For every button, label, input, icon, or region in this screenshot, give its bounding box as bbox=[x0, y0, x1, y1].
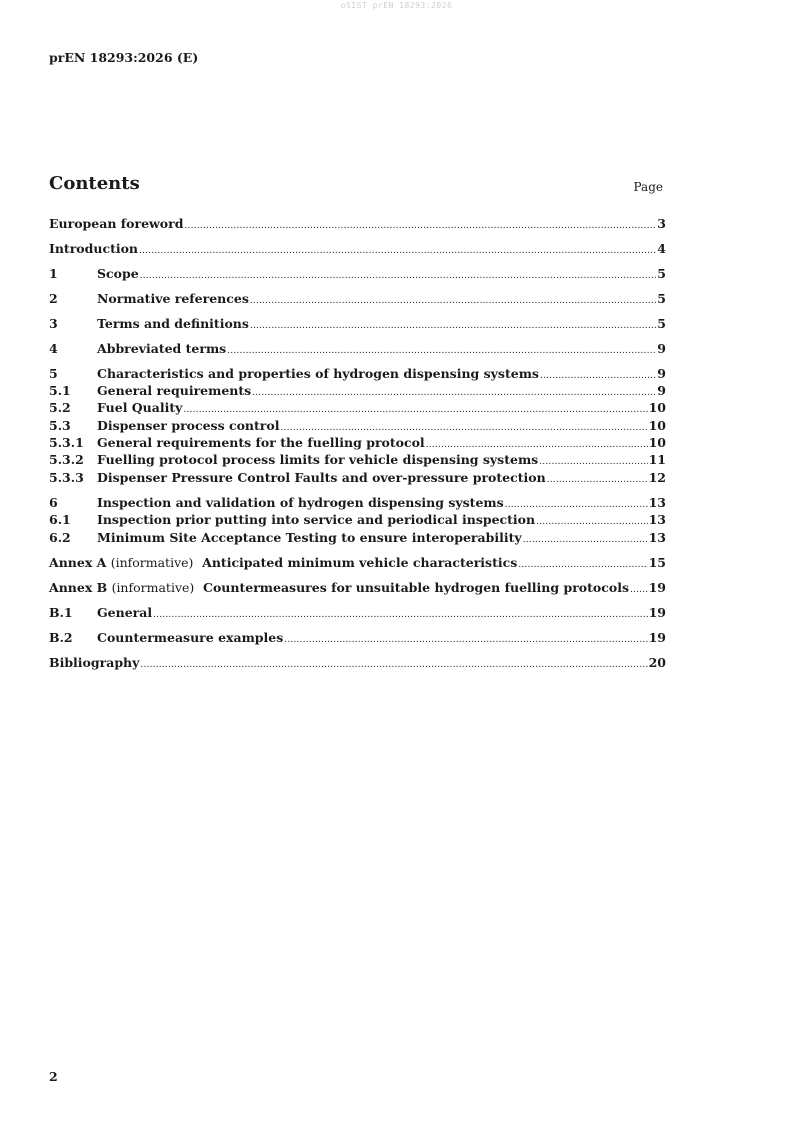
dot-leader bbox=[139, 246, 656, 256]
toc-entry-page: 5 bbox=[657, 316, 666, 331]
toc-entry-page: 9 bbox=[657, 383, 666, 398]
toc-entry-page: 19 bbox=[648, 580, 666, 595]
toc-entry-title: Fuelling protocol process limits for vehicle dispensing systems bbox=[97, 452, 539, 467]
toc-entry-title: Terms and definitions bbox=[97, 316, 249, 331]
toc-entry-number: 6 bbox=[49, 495, 58, 510]
toc-entry[interactable] bbox=[49, 452, 666, 469]
toc-entry[interactable] bbox=[49, 316, 666, 333]
toc-entry-page: 11 bbox=[648, 452, 666, 467]
toc-entry-page: 19 bbox=[648, 605, 666, 620]
contents-title: Contents bbox=[49, 173, 140, 194]
toc-entry[interactable] bbox=[49, 216, 666, 233]
page-column-label: Page bbox=[633, 180, 663, 194]
toc-entry[interactable] bbox=[49, 655, 666, 672]
toc-entry-title: General requirements for the fuelling protocol bbox=[97, 435, 425, 450]
toc-entry[interactable] bbox=[49, 530, 666, 547]
toc-entry-title: Inspection and validation of hydrogen dispensing systems bbox=[97, 495, 504, 510]
toc-entry[interactable] bbox=[49, 241, 666, 258]
toc-entry-number: 5.2 bbox=[49, 400, 71, 415]
toc-entry-page: 13 bbox=[648, 495, 666, 510]
toc-entry-page: 19 bbox=[648, 630, 666, 645]
document-id: prEN 18293:2026 (E) bbox=[49, 50, 199, 65]
toc-entry-number: 5.3.2 bbox=[49, 452, 84, 467]
toc-entry-title: Dispenser Pressure Control Faults and over-pressure protection bbox=[97, 470, 546, 485]
dot-leader bbox=[505, 500, 648, 510]
toc-entry[interactable] bbox=[49, 512, 666, 529]
toc-entry-title: General requirements bbox=[97, 383, 252, 398]
dot-leader bbox=[227, 346, 656, 356]
dot-leader bbox=[284, 635, 647, 645]
toc-entry-number: 1 bbox=[49, 266, 58, 281]
toc-entry[interactable] bbox=[49, 630, 666, 647]
toc-entry[interactable] bbox=[49, 495, 666, 512]
contents-heading bbox=[49, 172, 663, 198]
annex-title: Countermeasures for unsuitable hydrogen fuelling protocols bbox=[203, 580, 629, 595]
toc-entry-page: 10 bbox=[648, 435, 666, 450]
annex-label: Annex B bbox=[49, 580, 108, 595]
toc-entry[interactable] bbox=[49, 470, 666, 487]
toc-entry-page: 5 bbox=[657, 291, 666, 306]
annex-title: Anticipated minimum vehicle characteristics bbox=[202, 555, 518, 570]
toc-entry[interactable] bbox=[49, 341, 666, 358]
toc-entry-page: 13 bbox=[648, 530, 666, 545]
dot-leader bbox=[523, 535, 648, 545]
toc-entry-page: 9 bbox=[657, 341, 666, 356]
dot-leader bbox=[280, 423, 647, 433]
toc-entry-page: 20 bbox=[648, 655, 666, 670]
toc-entry-number: 5 bbox=[49, 366, 58, 381]
dot-leader bbox=[250, 296, 656, 306]
toc-entry[interactable] bbox=[49, 291, 666, 308]
toc-entry-title: General bbox=[97, 605, 153, 620]
dot-leader bbox=[518, 560, 647, 570]
dot-leader bbox=[140, 660, 647, 670]
toc-entry-title: European foreword bbox=[49, 216, 184, 231]
toc-entry-page: 15 bbox=[648, 555, 666, 570]
toc-entry-title bbox=[49, 580, 629, 595]
dot-leader bbox=[252, 388, 656, 398]
toc-entry-page: 9 bbox=[657, 366, 666, 381]
toc-entry-title: Characteristics and properties of hydrogen dispensing systems bbox=[97, 366, 539, 381]
toc-entry[interactable] bbox=[49, 605, 666, 622]
dot-leader bbox=[140, 271, 657, 281]
toc-entry-number: 5.1 bbox=[49, 383, 71, 398]
annex-qualifier: (informative) bbox=[110, 555, 194, 570]
toc-entry-title: Abbreviated terms bbox=[97, 341, 227, 356]
dot-leader bbox=[184, 221, 656, 231]
toc-entry-number: 5.3.1 bbox=[49, 435, 84, 450]
toc-entry-page: 4 bbox=[657, 241, 666, 256]
toc-entry-page: 13 bbox=[648, 512, 666, 527]
toc-entry-title: Inspection prior putting into service and periodical inspection bbox=[97, 512, 536, 527]
toc-entry[interactable] bbox=[49, 383, 666, 400]
watermark: oSIST prEN 18293:2026 bbox=[340, 1, 453, 10]
annex-label: Annex A bbox=[49, 555, 107, 570]
toc-entry-title: Normative references bbox=[97, 291, 249, 306]
dot-leader bbox=[250, 321, 656, 331]
toc-entry[interactable] bbox=[49, 580, 666, 597]
toc-entry[interactable] bbox=[49, 266, 666, 283]
toc-entry-number: 6.2 bbox=[49, 530, 71, 545]
toc-entry-page: 10 bbox=[648, 400, 666, 415]
toc-entry-title: Minimum Site Acceptance Testing to ensure interoperability bbox=[97, 530, 522, 545]
toc-entry[interactable] bbox=[49, 418, 666, 435]
toc-entry[interactable] bbox=[49, 400, 666, 417]
toc-entry-number: 4 bbox=[49, 341, 58, 356]
dot-leader bbox=[539, 457, 647, 467]
toc-entry-number: 3 bbox=[49, 316, 58, 331]
toc-entry-page: 5 bbox=[657, 266, 666, 281]
toc-entry-title: Countermeasure examples bbox=[97, 630, 284, 645]
toc-entry[interactable] bbox=[49, 555, 666, 572]
dot-leader bbox=[540, 371, 656, 381]
toc-entry-page: 3 bbox=[657, 216, 666, 231]
toc-entry[interactable] bbox=[49, 435, 666, 452]
dot-leader bbox=[630, 585, 648, 595]
toc-entry-title: Fuel Quality bbox=[97, 400, 183, 415]
dot-leader bbox=[426, 440, 648, 450]
dot-leader bbox=[547, 475, 648, 485]
toc-entry-page: 12 bbox=[648, 470, 666, 485]
toc-entry-title: Scope bbox=[97, 266, 139, 281]
toc-entry-number: 2 bbox=[49, 291, 58, 306]
dot-leader bbox=[536, 517, 647, 527]
toc-entry-number: 5.3.3 bbox=[49, 470, 84, 485]
toc-entry-title: Introduction bbox=[49, 241, 139, 256]
dot-leader bbox=[153, 610, 647, 620]
annex-qualifier: (informative) bbox=[111, 580, 195, 595]
toc-entry-title: Dispenser process control bbox=[97, 418, 280, 433]
toc-entry-number: 6.1 bbox=[49, 512, 71, 527]
toc-entry-title: Bibliography bbox=[49, 655, 140, 670]
toc-entry-title bbox=[49, 555, 517, 570]
toc-entry-page: 10 bbox=[648, 418, 666, 433]
toc-entry-number: B.2 bbox=[49, 630, 73, 645]
dot-leader bbox=[183, 405, 647, 415]
page-number: 2 bbox=[49, 1069, 58, 1084]
toc-entry-number: 5.3 bbox=[49, 418, 71, 433]
toc-entry[interactable] bbox=[49, 366, 666, 383]
toc-entry-number: B.1 bbox=[49, 605, 73, 620]
